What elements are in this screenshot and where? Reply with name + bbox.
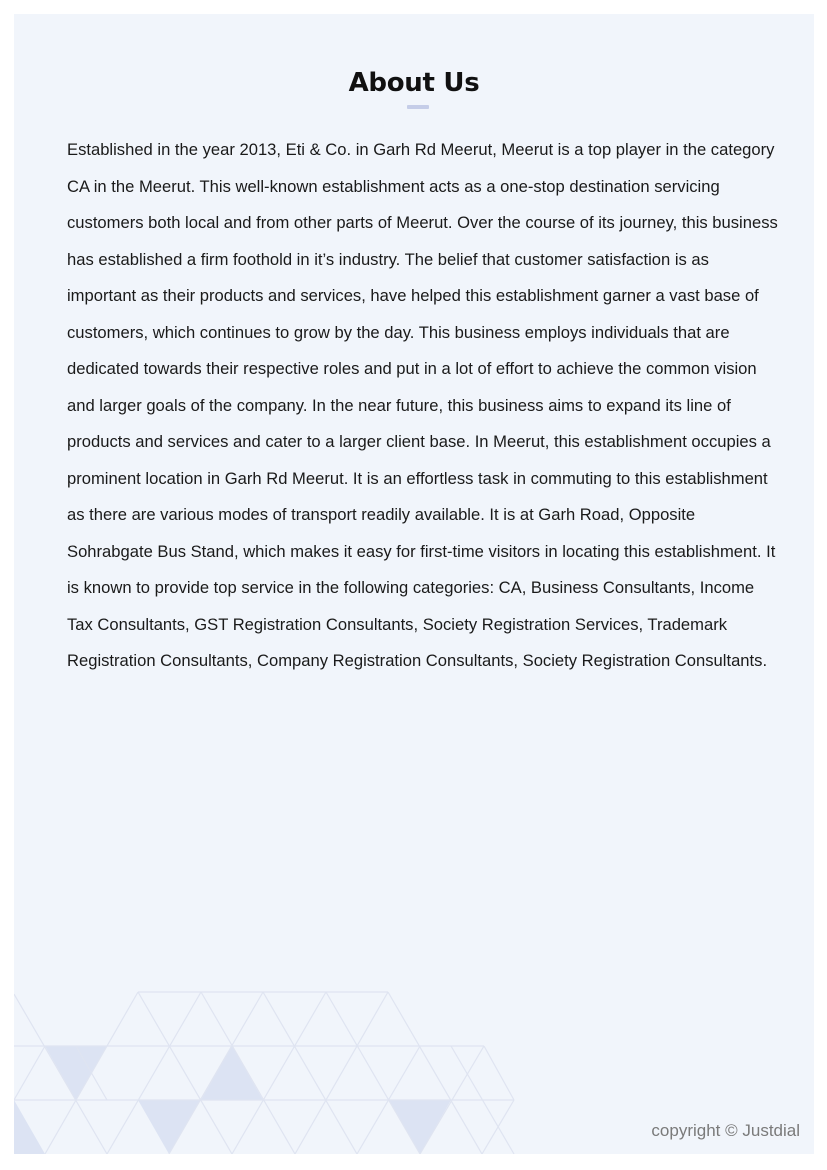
about-page [14, 14, 814, 1154]
copyright-text: copyright © Justdial [651, 1121, 800, 1140]
page-title: About Us [348, 68, 480, 98]
title-underline [407, 105, 429, 109]
about-description: Established in the year 2013, Eti & Co. in Garh Rd Meerut, Meerut is a top player in the category CA in the Meerut. This well-known establishment acts as a one-stop destination servicing customers both local and from other parts of Meerut. Over the course of its journey, this business has established a firm foothold in it’s industry. The belief that customer satisfaction is as important as their products and services, have helped this establishment garner a vast base of customers, which continues to grow by the day. This business employs individuals that are dedicated towards their respective roles and put in a lot of effort to achieve the common vision and larger goals of the company. In the near future, this business aims to expand its line of products and services and cater to a larger client base. In Meerut, this establishment occupies a prominent location in Garh Rd Meerut. It is an effortless task in commuting to this establishment as there are various modes of transport readily available. It is at Garh Road, Opposite Sohrabgate Bus Stand, which makes it easy for first-time visitors in locating this establishment. It is known to provide top service in the following categories: CA, Business Consultants, Income Tax Consultants, GST Registration Consultants, Society Registration Services, Trademark Registration Consultants, Company Registration Consultants, Society Registration Consultants. [67, 140, 778, 670]
triangle-pattern-decoration [14, 990, 534, 1154]
